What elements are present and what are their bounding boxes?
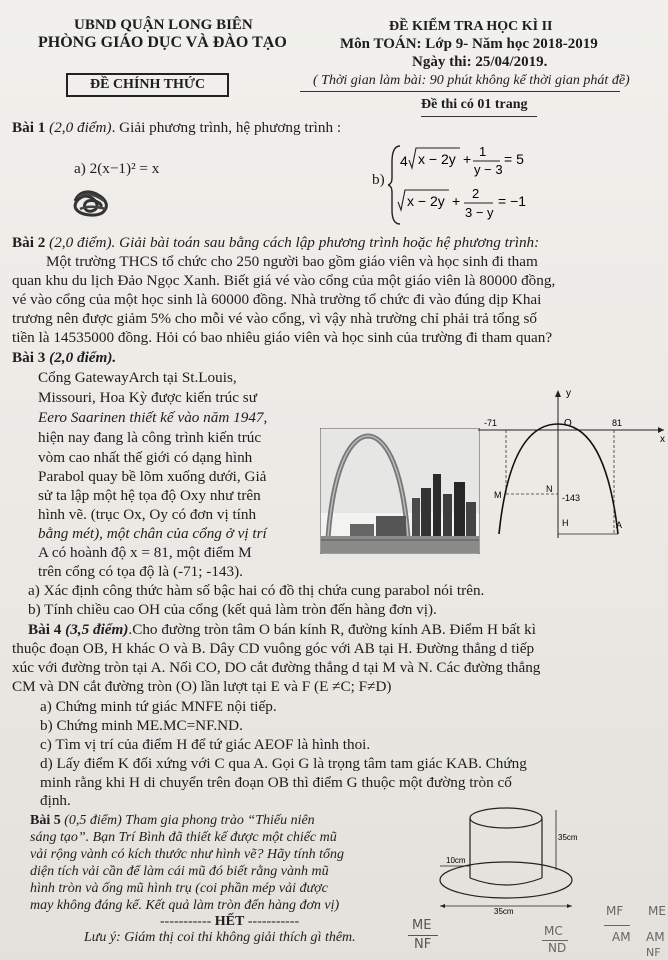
sys1-plus: + — [463, 151, 472, 167]
bai3-line-2: Missouri, Hoa Kỳ được kiến trúc sư — [38, 389, 257, 406]
sys2-rhs: = −1 — [498, 193, 527, 209]
sys1-coef: 4 — [400, 153, 408, 169]
handwriting-am-2: AM — [646, 930, 665, 944]
sys2-num: 2 — [472, 186, 480, 201]
x-axis-label: x — [660, 434, 665, 445]
hat-diagram — [436, 796, 596, 916]
bai2-line-4: trương nên được giảm 5% cho mỗi vé vào cổng, vì vậy nhà trường chỉ phải trả tổng số — [12, 310, 537, 327]
bai3-heading: Bài 3 (2,0 điểm). — [12, 349, 117, 366]
bai3-line-11: trên cổng có tọa độ là (-71; -143). — [38, 563, 243, 580]
footer-note: Lưu ý: Giám thị coi thi không giải thích gì thêm. — [84, 930, 356, 945]
origin-label: O — [564, 418, 572, 429]
bai5-line-2: sáng tạo”. Bạn Trí Bình đã thiết kế được một chiếc mũ — [30, 830, 337, 845]
handwriting-nd: ND — [548, 941, 567, 955]
point-m-label: M — [494, 490, 502, 500]
bai3-line-7: sử ta lập một hệ tọa độ Oxy như trên — [38, 487, 261, 504]
bai4-line-3: xúc với đường tròn tại A. Nối CO, DO cắt đường thẳng d tại M và N. Các đường thẳng — [12, 659, 541, 676]
duration-note: ( Thời gian làm bài: 90 phút không kể thời gian phát đề) — [313, 73, 630, 88]
handwriting-nf-2: NF — [646, 946, 661, 959]
bai3-line-5: vòm cao nhất thế giới có dạng hình — [38, 449, 253, 466]
y-axis-label: y — [566, 388, 571, 399]
bai3-line-3: Eero Saarinen thiết kế vào năm 1947, — [38, 409, 268, 426]
bai4-part-c: c) Tìm vị trí của điểm H để tứ giác AEOF là hình thoi. — [40, 736, 371, 753]
bai3-line-6: Parabol quay bề lõm xuống dưới, Giả — [38, 468, 267, 485]
bai4-heading: Bài 4 (3,5 điểm).Cho đường tròn tâm O bán kính R, đường kính AB. Điểm H bất kì — [28, 621, 536, 638]
bai5-line-5: hình tròn và ống mũ hình trụ (coi phần mép vải được — [30, 881, 328, 896]
bai2-line-1: Một trường THCS tổ chức cho 250 người bao gồm giáo viên và học sinh đi tham — [46, 253, 538, 270]
sys2-radicand: x − 2y — [407, 193, 445, 209]
bai1-part-a — [74, 159, 159, 178]
end-marker: ----------- HẾT ----------- — [160, 914, 300, 929]
fraction-bar-2 — [408, 935, 438, 936]
hat-inner-label: 10cm — [446, 856, 466, 865]
bai1-system — [388, 140, 548, 230]
fraction-bar-3 — [542, 940, 568, 941]
official-label: ĐỀ CHÍNH THỨC — [66, 73, 229, 97]
handwriting-am-1: AM — [612, 930, 631, 944]
page-count: Đề thi có 01 trang — [421, 97, 528, 112]
handwriting-me-2: ME — [648, 904, 666, 918]
bai4-part-a: a) Chứng minh tứ giác MNFE nội tiếp. — [40, 698, 277, 715]
bai3-line-8: hình vẽ. (trục Ox, Oy có đơn vị tính — [38, 506, 257, 523]
gateway-arch-photo — [320, 428, 480, 554]
district-name: UBND QUẬN LONG BIÊN — [74, 17, 253, 33]
bai5-line-3: vải rộng vành có kích thước như hình vẽ? Hãy tính tổng — [30, 847, 344, 862]
point-a-label: A — [616, 520, 623, 530]
neg-x-tick: -71 — [484, 418, 498, 428]
sys1-den: y − 3 — [474, 162, 503, 177]
page-count-underline — [421, 116, 537, 117]
handwriting-mc: MC — [544, 924, 563, 938]
bai4-part-d-cont-2: định. — [40, 792, 71, 809]
parabola-graph — [478, 386, 668, 546]
bai5-line-4: diện tích vải cần để làm cái mũ đó biết rằng vành mũ — [30, 864, 329, 879]
bai3-line-9: bằng mét), một chân của cổng ở vị trí — [38, 525, 267, 542]
sys2-plus: + — [452, 193, 461, 209]
bai1-part-a-label: a) — [74, 160, 86, 177]
hat-width-label: 35cm — [494, 907, 514, 916]
hat-top — [470, 808, 542, 828]
bai5-line-6: may không đáng kể. Kết quả làm tròn đến hàng đơn vị) — [30, 898, 340, 913]
hat-height-label: 35cm — [558, 833, 578, 842]
bai2-line-3: vé vào cổng của một học sinh là 60000 đồng. Nhà trường tổ chức đi vào đúng dịp Khai — [12, 291, 542, 308]
bai3-line-4: hiện nay đang là công trình kiến trúc — [38, 429, 262, 446]
pos-x-tick: 81 — [612, 418, 623, 428]
bai1-part-b-label: b) — [372, 171, 385, 188]
sys1-radicand: x − 2y — [418, 151, 456, 167]
bai2-line-5: tiền là 14535000 đồng. Hỏi có bao nhiêu giáo viên và học sinh của trường đi tham quan? — [12, 329, 553, 346]
bai3-line-1: Cổng GatewayArch tại St.Louis, — [38, 369, 237, 386]
bai4-line-4: CM và DN cắt đường tròn (O) lần lượt tại E và F (E ≠C; F≠D) — [12, 678, 392, 695]
bai2-heading: Bài 2 (2,0 điểm). Giải bài toán sau bằng cách lập phương trình hoặc hệ phương trình: — [12, 234, 540, 251]
bai4-part-d-cont-1: minh rằng khi H di chuyển trên đoạn OB thì điểm G thuộc một đường tròn cố — [40, 774, 512, 791]
fraction-bar-1 — [604, 925, 630, 926]
bai4-line-2: thuộc đoạn OB, H khác O và B. Dây CD vuông góc với AB tại H. Đường thẳng d tiếp — [12, 640, 535, 657]
bai3-part-b: b) Tính chiều cao OH của cổng (kết quả làm tròn đến hàng đơn vị). — [28, 601, 437, 618]
bai2-line-2: quan khu du lịch Đảo Ngọc Xanh. Biết giá vé vào cổng của một giáo viên là 80000 đồng, — [12, 272, 556, 289]
bai1-heading: Bài 1 (2,0 điểm). Giải phương trình, hệ phương trình : — [12, 119, 342, 136]
department-name: PHÒNG GIÁO DỤC VÀ ĐÀO TẠO — [38, 34, 287, 51]
neg-y-tick: -143 — [562, 493, 581, 503]
sys1-rhs: = 5 — [504, 151, 524, 167]
exam-title: ĐỀ KIỂM TRA HỌC KÌ II — [389, 19, 553, 34]
sys1-num: 1 — [479, 144, 487, 159]
header-divider — [300, 91, 620, 92]
point-h-label: H — [562, 518, 569, 528]
point-n-label: N — [546, 484, 553, 494]
handwriting-me: ME — [412, 918, 432, 933]
bai1-part-a-equation: 2(x−1)² = x — [89, 160, 160, 177]
bai3-line-10: A có hoành độ x = 81, một điểm M — [38, 544, 252, 561]
sys2-den: 3 − y — [465, 205, 494, 220]
handwriting-nf-1: NF — [414, 937, 432, 952]
bai3-part-a: a) Xác định công thức hàm số bậc hai có đồ thị chứa cung parabol nói trên. — [28, 582, 485, 599]
subject-line: Môn TOÁN: Lớp 9- Năm học 2018-2019 — [340, 36, 598, 52]
scribble-mark — [70, 187, 114, 222]
exam-date: Ngày thi: 25/04/2019. — [412, 54, 548, 70]
bai4-part-b: b) Chứng minh ME.MC=NF.ND. — [40, 717, 243, 734]
bai5-heading: Bài 5 (0,5 điểm) Tham gia phong trào “Thiếu niên — [30, 813, 315, 828]
bai4-part-d: d) Lấy điểm K đối xứng với C qua A. Gọi G là trọng tâm tam giác KAB. Chứng — [40, 755, 527, 772]
hat-brim — [440, 862, 572, 898]
handwriting-mf: MF — [606, 904, 624, 918]
